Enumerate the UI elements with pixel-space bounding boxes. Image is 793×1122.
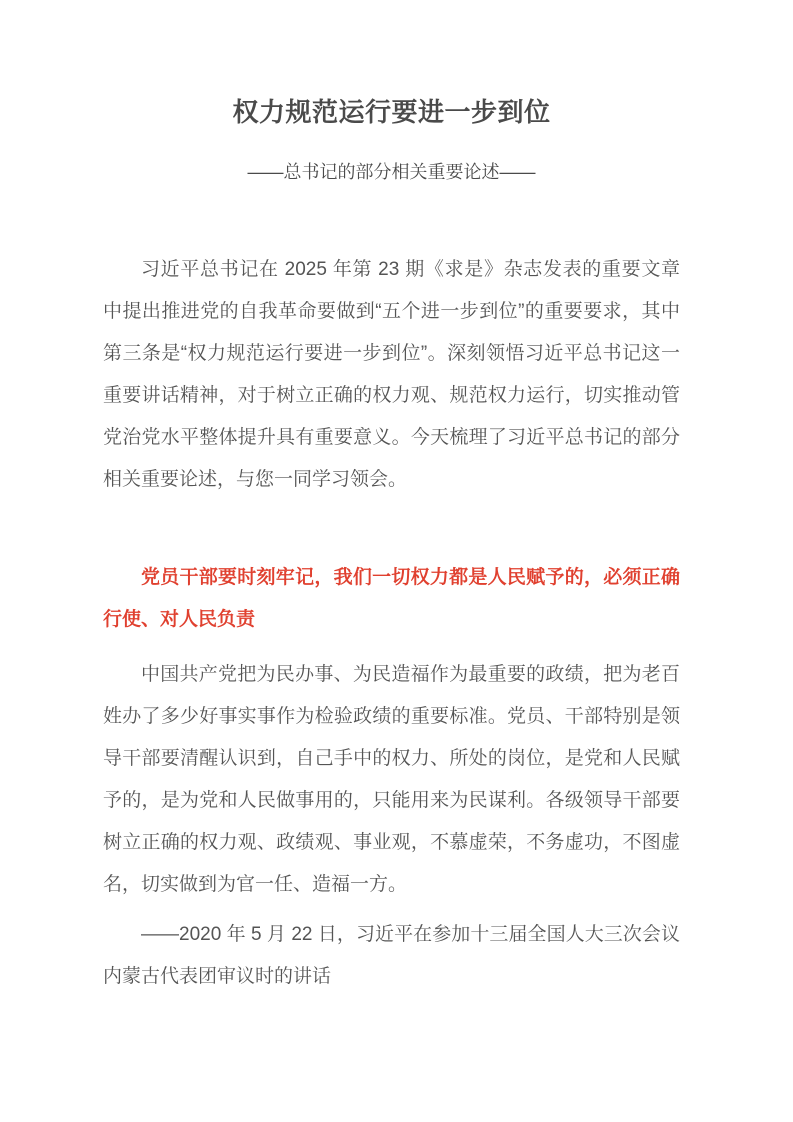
highlight-heading: 党员干部要时刻牢记，我们一切权力都是人民赋予的，必须正确行使、对人民负责 bbox=[103, 567, 680, 630]
paragraph-quote: 中国共产党把为民办事、为民造福作为最重要的政绩，把为老百姓办了多少好事实事作为检验政绩的重要标准。党员、干部特别是领导干部要清醒认识到，自己手中的权力、所处的岗位，是党和人民赋予的，是为党和人民做事用的，只能用来为民谋利。各级领导干部要树立正确的权力观、政绩观、事业观，不慕虚荣，不务虚功，不图虚名，切实做到为官一任、造福一方。 bbox=[103, 664, 680, 895]
document-subtitle: ——总书记的部分相关重要论述—— bbox=[247, 162, 536, 182]
document-title: 权力规范运行要进一步到位 bbox=[232, 97, 551, 127]
citation-line: ——2020 年 5 月 22 日，习近平在参加十三届全国人大三次会议内蒙古代表团审议时的讲话 bbox=[103, 924, 680, 987]
paragraph-intro: 习近平总书记在 2025 年第 23 期《求是》杂志发表的重要文章中提出推进党的自我革命要做到“五个进一步到位”的重要要求，其中第三条是“权力规范运行要进一步到位”。深刻领悟习近平总书记这一重要讲话精神，对于树立正确的权力观、规范权力运行，切实推动管党治党水平整体提升具有重要意义。今天梳理了习近平总书记的部分相关重要论述，与您一同学习领会。 bbox=[103, 259, 680, 490]
